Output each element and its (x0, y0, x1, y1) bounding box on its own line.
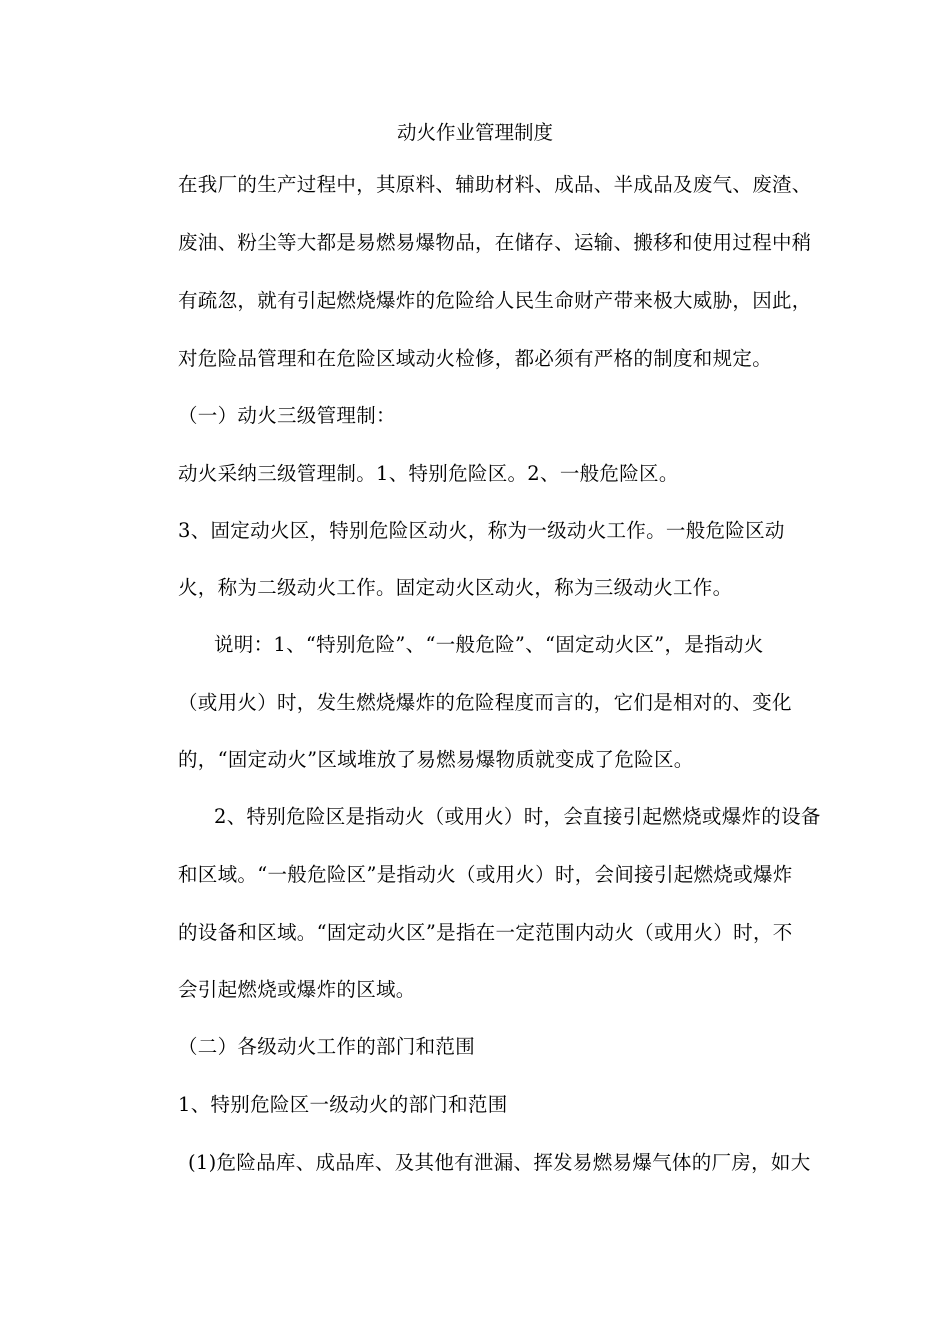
section-heading: （二）各级动火工作的部门和范围 (178, 1035, 476, 1058)
body-line: 的设备和区域。“固定动火区”是指在一定范围内动火（或用火）时，不 (178, 921, 793, 944)
body-line: 火，称为二级动火工作。固定动火区动火，称为三级动火工作。 (178, 576, 733, 599)
body-line: 在我厂的生产过程中，其原料、辅助材料、成品、半成品及废气、废渣、 (178, 173, 812, 196)
body-line: 和区域。“一般危险区”是指动火（或用火）时，会间接引起燃烧或爆炸 (178, 863, 793, 886)
document-title: 动火作业管理制度 (396, 121, 553, 144)
body-line: 动火采纳三级管理制。1、特别危险区。2、一般危险区。 (178, 462, 679, 485)
section-heading: （一）动火三级管理制： (178, 404, 396, 427)
body-line: 说明：1、“特别危险”、“一般危险”、“固定动火区”，是指动火 (214, 633, 764, 656)
body-line: 的，“固定动火”区域堆放了易燃易爆物质就变成了危险区。 (178, 748, 694, 771)
subsection-heading: 1、特别危险区一级动火的部门和范围 (178, 1093, 508, 1116)
body-line: 有疏忽，就有引起燃烧爆炸的危险给人民生命财产带来极大威胁，因此， (178, 289, 812, 312)
body-line: （或用火）时，发生燃烧爆炸的危险程度而言的，它们是相对的、变化 (178, 691, 792, 714)
body-line: 对危险品管理和在危险区域动火检修，都必须有严格的制度和规定。 (178, 347, 773, 370)
body-line: 3、固定动火区，特别危险区动火，称为一级动火工作。一般危险区动 (178, 519, 785, 542)
body-line: (1)危险品库、成品库、及其他有泄漏、挥发易燃易爆气体的厂房，如大 (188, 1151, 811, 1174)
body-line: 废油、粉尘等大都是易燃易爆物品，在储存、运输、搬移和使用过程中稍 (178, 231, 812, 254)
body-line: 2、特别危险区是指动火（或用火）时，会直接引起燃烧或爆炸的设备 (214, 805, 821, 828)
body-line: 会引起燃烧或爆炸的区域。 (178, 978, 416, 1001)
